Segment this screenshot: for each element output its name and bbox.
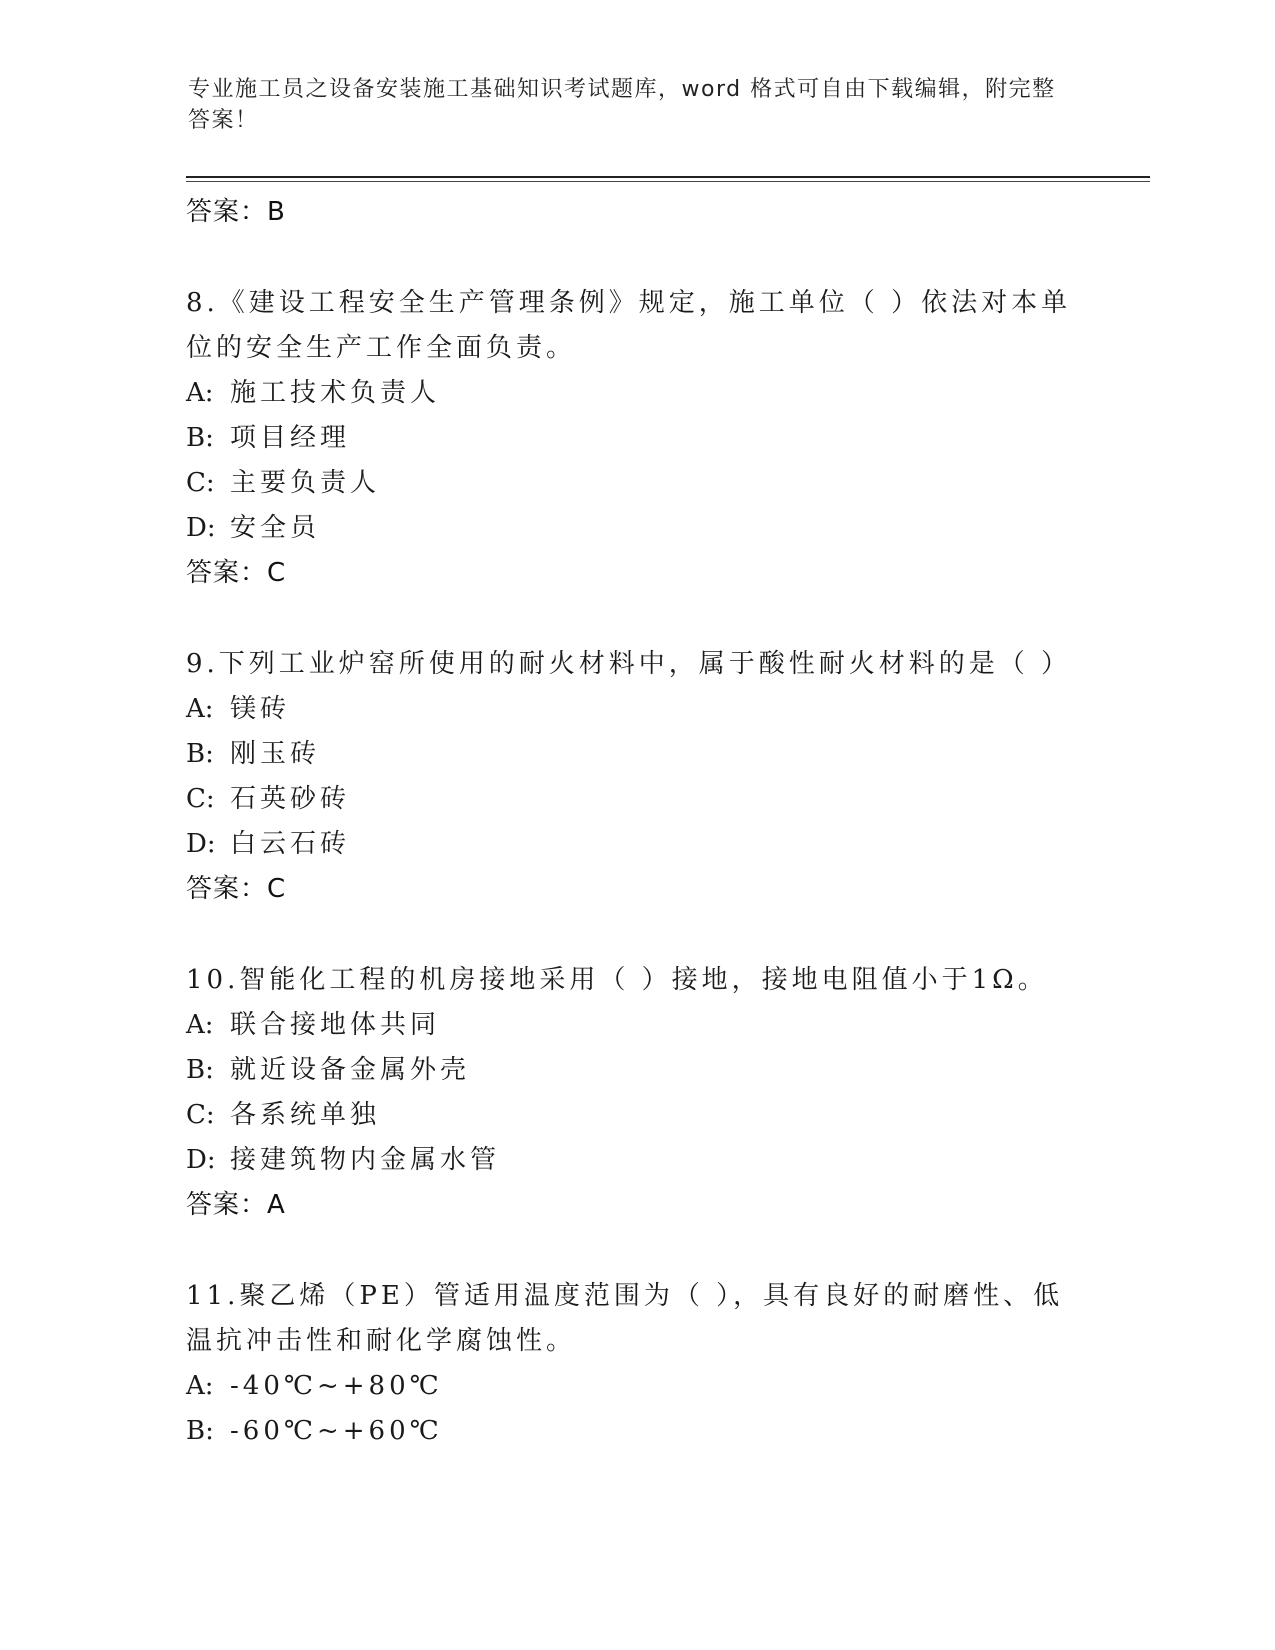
option-b [186,732,1086,777]
option-b [186,416,1086,461]
option-key: C: [186,468,215,498]
question-content [186,190,1086,1454]
option-text: 各系统单独 [230,1100,381,1130]
option-text: 刚玉砖 [230,739,321,769]
answer-label: 答案：C [186,874,287,904]
question-block [186,642,1086,911]
option-key: A: [186,1010,214,1040]
option-a [186,1364,1086,1409]
option-text: 安全员 [230,513,321,543]
option-key: B: [186,1416,214,1446]
question-text: 11.聚乙烯（PE）管适用温度范围为（ ），具有良好的耐磨性、低温抗冲击性和耐化学腐蚀性。 [186,1281,1064,1356]
option-key: A: [186,694,214,724]
page-header: 专业施工员之设备安装施工基础知识考试题库，word 格式可自由下载编辑，附完整答案！ [188,77,1056,133]
option-key: B: [186,423,214,453]
option-b [186,1409,1086,1454]
answer-label: 答案：C [186,558,287,588]
option-a [186,371,1086,416]
option-d [186,822,1086,867]
option-key: C: [186,784,215,814]
question-text: 9.下列工业炉窑所使用的耐火材料中，属于酸性耐火材料的是（ ） [186,649,1072,679]
header-divider-thick [186,176,1150,178]
answer-label: 答案：A [186,1190,286,1220]
option-key: B: [186,739,214,769]
header-divider-thin [186,181,1150,182]
option-key: D: [186,829,216,859]
option-c [186,1093,1086,1138]
option-text: 施工技术负责人 [230,378,441,408]
option-key: D: [186,1145,216,1175]
option-key: A: [186,1371,214,1401]
option-a [186,1003,1086,1048]
question-block [186,281,1086,595]
option-b [186,1048,1086,1093]
option-text: -60℃~+60℃ [230,1416,443,1446]
option-c [186,461,1086,506]
option-text: 就近设备金属外壳 [230,1055,471,1085]
question-block [186,1274,1086,1454]
option-d [186,506,1086,551]
option-key: C: [186,1100,215,1130]
question-block [186,958,1086,1227]
option-key: B: [186,1055,214,1085]
answer-label: 答案：B [186,197,286,227]
option-text: 联合接地体共同 [230,1010,441,1040]
option-text: 主要负责人 [230,468,381,498]
option-text: -40℃~+80℃ [230,1371,443,1401]
option-text: 项目经理 [230,423,351,453]
option-text: 接建筑物内金属水管 [230,1145,501,1175]
option-d [186,1138,1086,1183]
question-text: 8.《建设工程安全生产管理条例》规定，施工单位（ ）依法对本单位的安全生产工作全面负责。 [186,288,1072,363]
question-text: 10.智能化工程的机房接地采用（ ）接地，接地电阻值小于1Ω。 [186,965,1048,995]
option-key: D: [186,513,216,543]
option-key: A: [186,378,214,408]
option-text: 石英砂砖 [230,784,351,814]
option-text: 白云石砖 [230,829,351,859]
option-c [186,777,1086,822]
option-a [186,687,1086,732]
option-text: 镁砖 [230,694,291,724]
